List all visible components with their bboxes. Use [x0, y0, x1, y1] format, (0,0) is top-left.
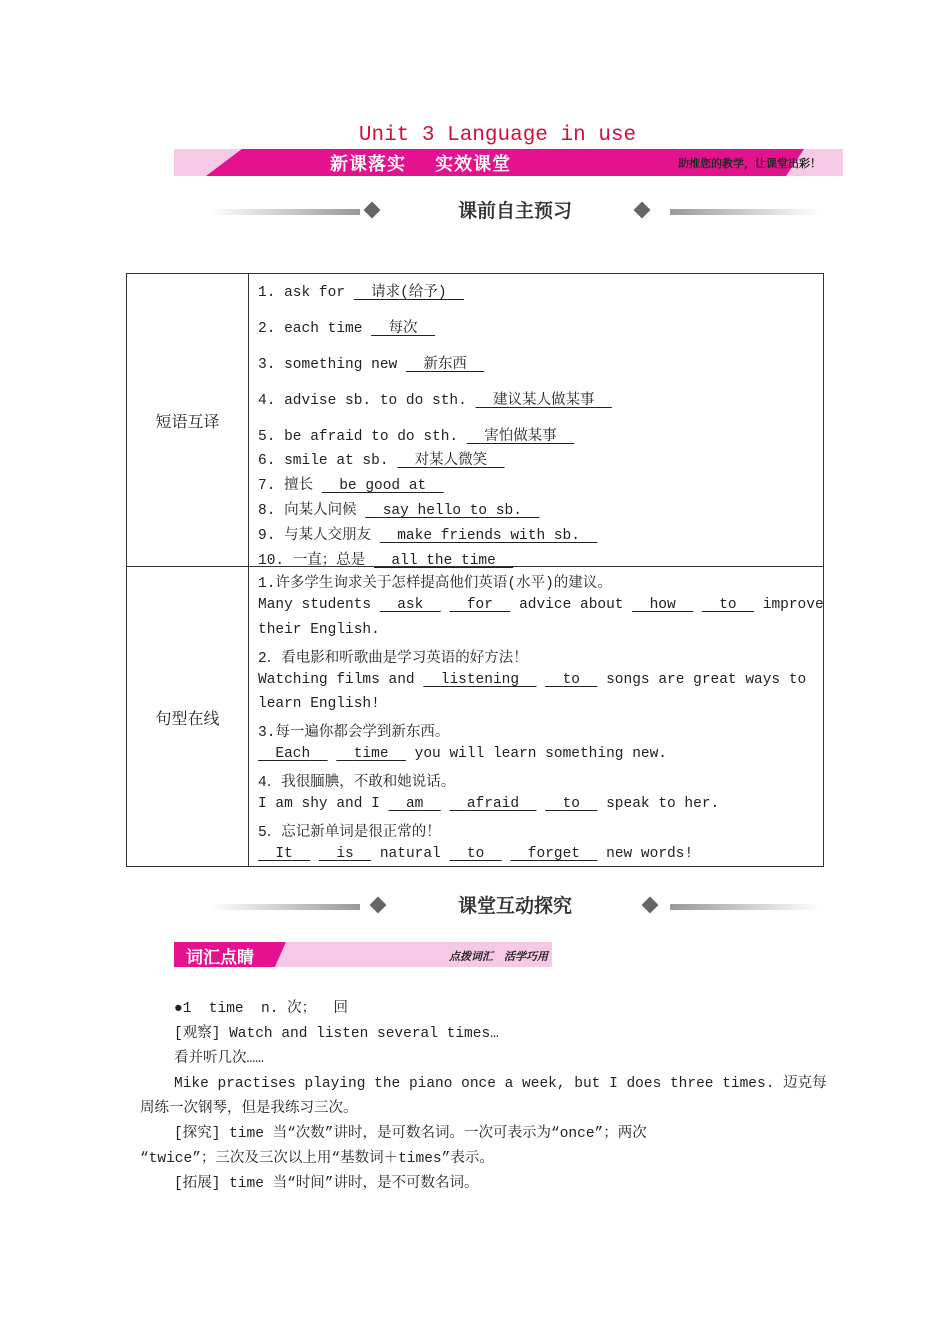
- vocab-slogan: 点拨词汇 活学巧用: [449, 950, 548, 963]
- sentence-cn: 4．我很腼腆，不敢和她说话。: [258, 775, 456, 791]
- sentence-en: I am shy and I am afraid to speak to her.: [258, 796, 720, 812]
- vocab-banner: [174, 942, 552, 967]
- example-sentence-cont: 周练一次钢琴，但是我练习三次。: [140, 1101, 358, 1117]
- observe-translation: 看并听几次……: [174, 1051, 264, 1067]
- explore-note: [探究] time 当“次数”讲时，是可数名词。一次可表示为“once”；两次: [174, 1126, 647, 1142]
- sentence-en: Watching films and listening to songs are great ways to: [258, 672, 807, 688]
- sentence-en: It is natural to forget new words!: [275, 846, 694, 862]
- category-label: 短语互译: [127, 274, 249, 566]
- phrase-item: 10. 一直；总是 all the time: [258, 553, 496, 569]
- banner-slogan: 助推您的教学，让课堂出彩！: [678, 157, 821, 170]
- banner-heading: 新课落实 实效课堂: [330, 154, 512, 175]
- section-heading-explore: 课堂互动探究: [200, 891, 830, 921]
- explore-note-cont: “twice”；三次及三次以上用“基数词＋times”表示。: [140, 1151, 494, 1167]
- example-sentence: Mike practises playing the piano once a week, but I does three times. 迈克每: [174, 1076, 827, 1092]
- sentence-en: Many students ask for advice about how to improve: [258, 597, 824, 613]
- phrase-item: 1. ask for 请求(给予): [258, 285, 447, 301]
- sentence-row: [127, 567, 823, 867]
- phrase-item: 5. be afraid to do sth. 害怕做某事: [258, 429, 557, 445]
- observe-line: [观察] Watch and listen several times…: [174, 1026, 499, 1042]
- phrase-row: [127, 274, 823, 567]
- sentence-cn: 5．忘记新单词是很正常的！: [258, 825, 441, 841]
- phrase-item: 2. each time 每次: [258, 321, 418, 337]
- phrase-item: 6. smile at sb. 对某人微笑: [258, 453, 488, 469]
- phrase-item: 7. 擅长 be good at: [258, 478, 427, 494]
- vocab-entry: ●1 time n. 次； 回: [174, 1001, 349, 1017]
- extend-note: [拓展] time 当“时间”讲时，是不可数名词。: [174, 1176, 479, 1192]
- sentence-en: their English.: [258, 622, 380, 638]
- sentence-cn: 1.许多学生询求关于怎样提高他们英语(水平)的建议。: [258, 576, 612, 592]
- sentence-en: Each time you will learn something new.: [275, 746, 667, 762]
- vocab-heading: 词汇点睛: [186, 948, 254, 968]
- phrase-item: 9. 与某人交朋友 make friends with sb.: [258, 528, 580, 544]
- lesson-banner: [174, 149, 843, 176]
- sentence-cn: 2．看电影和听歌曲是学习英语的好方法！: [258, 651, 528, 667]
- exercise-table: [126, 273, 824, 867]
- category-label: 句型在线: [127, 567, 249, 867]
- sentence-cn: 3.每一遍你都会学到新东西。: [258, 725, 450, 741]
- phrase-item: 8. 向某人问候 say hello to sb.: [258, 503, 522, 519]
- section-heading-preview: 课前自主预习: [200, 196, 830, 226]
- page-title: Unit 3 Language in use: [358, 124, 637, 147]
- phrase-item: 3. something new 新东西: [258, 357, 467, 373]
- sentence-en: learn English!: [258, 696, 380, 712]
- phrase-item: 4. advise sb. to do sth. 建议某人做某事: [258, 393, 595, 409]
